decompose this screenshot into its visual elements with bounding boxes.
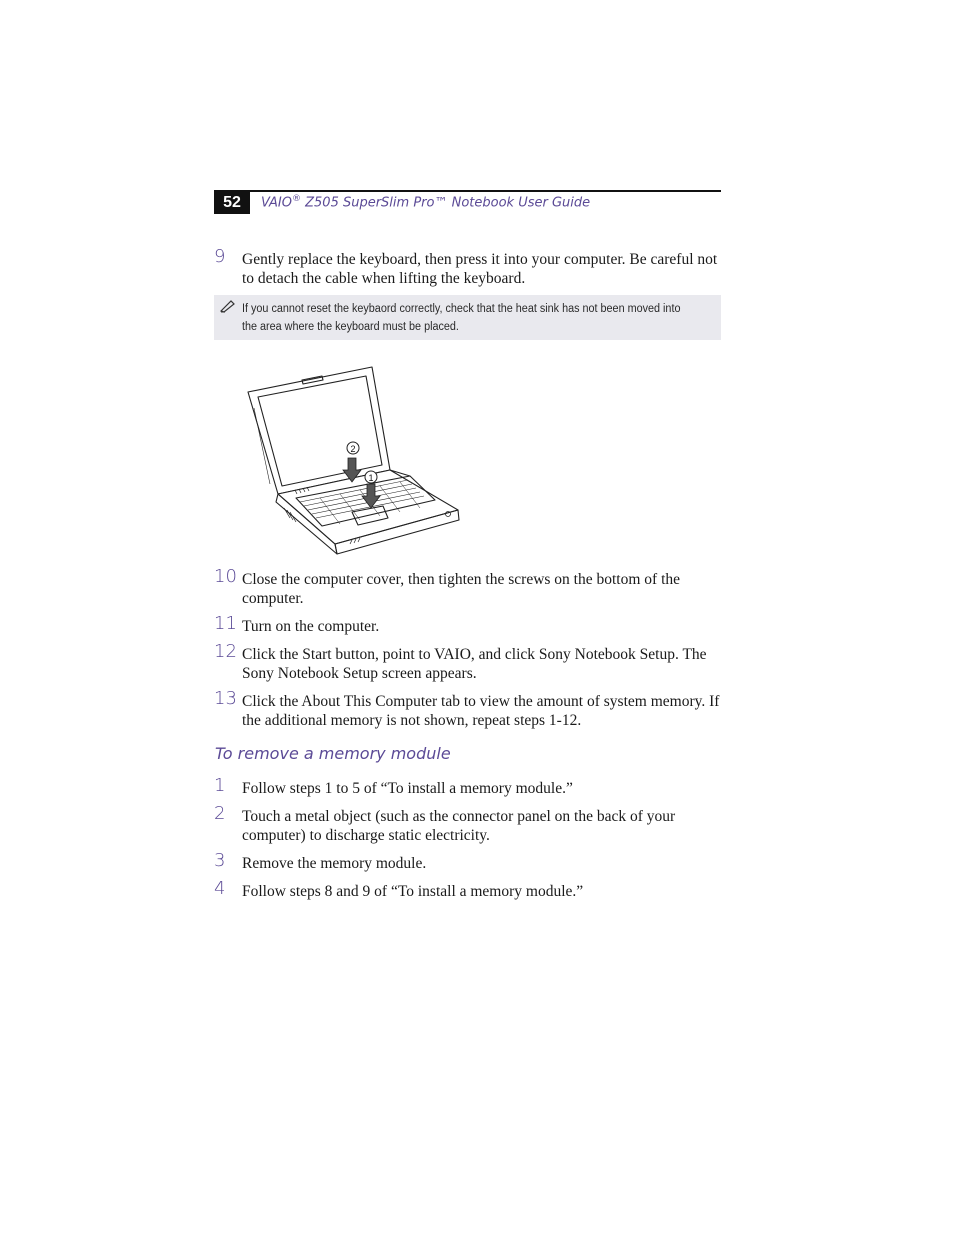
callout-1 [365, 471, 377, 483]
step-number: 13 [214, 688, 237, 709]
step-text: Follow steps 8 and 9 of “To install a memory module.” [242, 883, 584, 900]
step-text: Follow steps 1 to 5 of “To install a memory module.” [242, 780, 573, 797]
pencil-note-icon [220, 299, 236, 318]
step-number: 3 [214, 850, 226, 871]
callout-2 [347, 442, 359, 454]
step-text: Touch a metal object (such as the connector panel on the back of your computer) to discharge static electricity. [242, 808, 676, 844]
step-text: Gently replace the keyboard, then press it into your computer. Be careful not to detach the cable when lifting the keyboard. [242, 251, 718, 287]
step-number: 2 [214, 803, 226, 824]
step-number: 4 [214, 878, 226, 899]
step-text: Close the computer cover, then tighten the screws on the bottom of the computer. [242, 571, 681, 607]
svg-text:1: 1 [368, 473, 374, 483]
laptop-illustration [240, 362, 470, 562]
step-number: 10 [214, 566, 237, 587]
step-number: 12 [214, 641, 237, 662]
step-number: 11 [214, 613, 237, 634]
page-number: 52 [214, 192, 250, 214]
guide-title: VAIO® Z505 SuperSlim Pro™ Notebook User Guide [261, 194, 591, 211]
step-text: Turn on the computer. [242, 618, 380, 635]
note-text: If you cannot reset the keybaord correctly, check that the heat sink has not been moved into the area where the keyboard must be placed. [242, 303, 681, 333]
svg-text:2: 2 [350, 444, 356, 454]
step-number: 1 [214, 775, 226, 796]
page-header [214, 190, 721, 216]
step-text: Click the About This Computer tab to view the amount of system memory. If the additional memory is not shown, repeat steps 1-12. [242, 693, 720, 729]
note-box [214, 295, 721, 340]
section-heading: To remove a memory module [215, 744, 451, 763]
step-text: Click the Start button, point to VAIO, and click Sony Notebook Setup. The Sony Notebook Setup screen appears. [242, 646, 707, 682]
step-number: 9 [214, 246, 226, 267]
step-text: Remove the memory module. [242, 855, 427, 872]
